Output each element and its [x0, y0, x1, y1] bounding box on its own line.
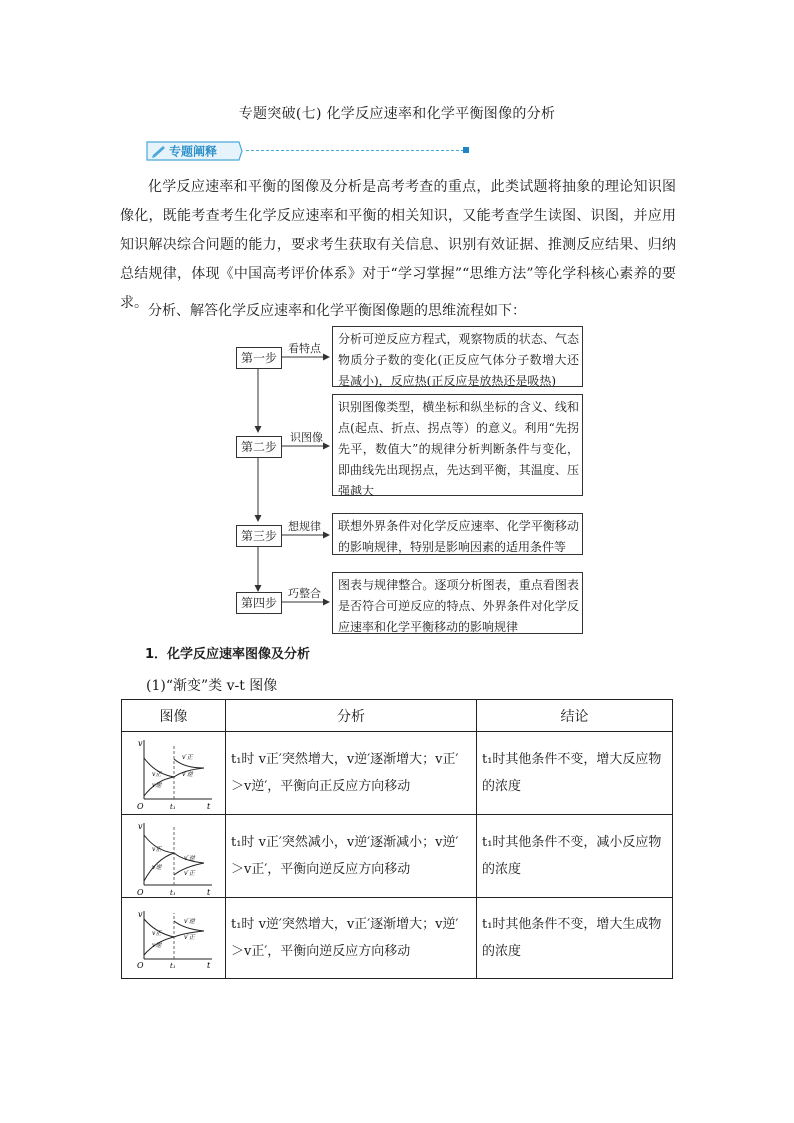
conclusion-cell: t₁时其他条件不变，减小反应物的浓度	[477, 815, 673, 898]
origin-label: O	[137, 961, 144, 969]
table-row	[122, 732, 673, 815]
flow-action-4: 巧整合	[288, 587, 321, 600]
curve-label: v正	[152, 771, 162, 778]
tick-label: t₁	[170, 962, 176, 969]
graph-cell	[122, 898, 226, 979]
flow-action-1: 看特点	[288, 342, 321, 355]
curve-label: v′正	[184, 934, 195, 941]
tick-label: t₁	[170, 803, 176, 811]
axis-x-label: t	[207, 888, 211, 897]
curve-label: v′正	[184, 870, 195, 877]
axis-x-label: t	[207, 961, 211, 969]
table-header: 图像	[122, 700, 226, 732]
axis-x-label: t	[207, 802, 211, 811]
flow-step-1: 第一步	[236, 347, 282, 369]
flow-action-2: 识图像	[290, 431, 323, 444]
flow-step-2: 第二步	[236, 436, 282, 458]
flow-desc-1: 分析可逆反应方程式，观察物质的状态、气态物质分子数的变化(正反应气体分子数增大还是减小)，反应热(正反应是放热还是吸热)	[332, 326, 583, 387]
graph-cell	[122, 732, 226, 815]
page-title: 专题突破(七) 化学反应速率和化学平衡图像的分析	[238, 106, 556, 122]
analysis-cell: t₁时 v正′突然增大，v逆′逐渐增大；v正′＞v逆′，平衡向正反应方向移动	[226, 732, 477, 815]
analysis-cell: t₁时 v逆′突然增大，v正′逐渐增大；v逆′＞v正′，平衡向逆反应方向移动	[226, 898, 477, 979]
flow-step-4: 第四步	[236, 592, 282, 614]
curve-label: v正	[152, 930, 162, 937]
table-header: 结论	[477, 700, 673, 732]
flow-desc-4: 图表与规律整合。逐项分析图表，重点看图表是否符合可逆反应的特点、外界条件对化学反应速率和化学平衡移动的影响规律	[332, 572, 583, 634]
axis-y-label: v	[138, 910, 143, 919]
conclusion-cell: t₁时其他条件不变，增大反应物的浓度	[477, 732, 673, 815]
curve-label: v逆	[152, 942, 162, 949]
curve-label: v逆	[152, 782, 162, 789]
axis-y-label: v	[138, 822, 143, 831]
flow-action-3: 想规律	[288, 520, 321, 533]
section-heading-1: 1．化学反应速率图像及分析	[145, 647, 311, 662]
origin-label: O	[137, 888, 144, 897]
table-header-row	[122, 700, 673, 732]
subsection-heading-1: (1)“渐变”类 v-t 图像	[146, 678, 278, 694]
table-row	[122, 815, 673, 898]
vt-graph-2	[122, 815, 225, 897]
flow-intro: 分析、解答化学反应速率和化学平衡图像题的思维流程如下：	[148, 303, 526, 319]
axis-y-label: v	[138, 739, 143, 748]
vt-graph-1	[122, 732, 225, 814]
curve-label: v逆	[152, 864, 162, 871]
curve-label: v′正	[182, 754, 193, 761]
curve-label: v′逆	[182, 771, 193, 778]
analysis-cell: t₁时 v正′突然减小，v逆′逐渐减小；v逆′＞v正′，平衡向逆反应方向移动	[226, 815, 477, 898]
curve-label: v′逆	[184, 855, 195, 862]
banner-label: 专题阐释	[169, 144, 218, 159]
origin-label: O	[137, 802, 144, 811]
flow-desc-2: 识别图像类型，横坐标和纵坐标的含义、线和点(起点、折点、拐点等）的意义。利用“先拐先平，数值大”的规律分析判断条件与变化，即曲线先出现拐点，先达到平衡，其温度、压强越大	[332, 394, 583, 496]
table-header: 分析	[226, 700, 477, 732]
intro-paragraph: 化学反应速率和平衡的图像及分析是高考考查的重点，此类试题将抽象的理论知识图像化，既能考查考生化学反应速率和平衡的相关知识，又能考查学生读图、识图，并应用知识解决综合问题的能力，要求考生获取有关信息、识别有效证据、推测反应结果、归纳总结规律，体现《中国高考评价体系》对于“学习掌握”“思维方法”等化学科核心素养的要求。	[120, 179, 676, 311]
table-row	[122, 898, 673, 979]
conclusion-cell: t₁时其他条件不变，增大生成物的浓度	[477, 898, 673, 979]
curve-label: v正	[152, 846, 162, 853]
vt-graph-3	[122, 907, 225, 969]
flow-step-3: 第三步	[236, 525, 282, 547]
flow-desc-3: 联想外界条件对化学反应速率、化学平衡移动的影响规律，特别是影响因素的适用条件等	[332, 513, 583, 555]
rate-graph-table	[121, 699, 673, 979]
graph-cell	[122, 815, 226, 898]
tick-label: t₁	[170, 889, 176, 897]
curve-label: v′逆	[184, 918, 195, 925]
